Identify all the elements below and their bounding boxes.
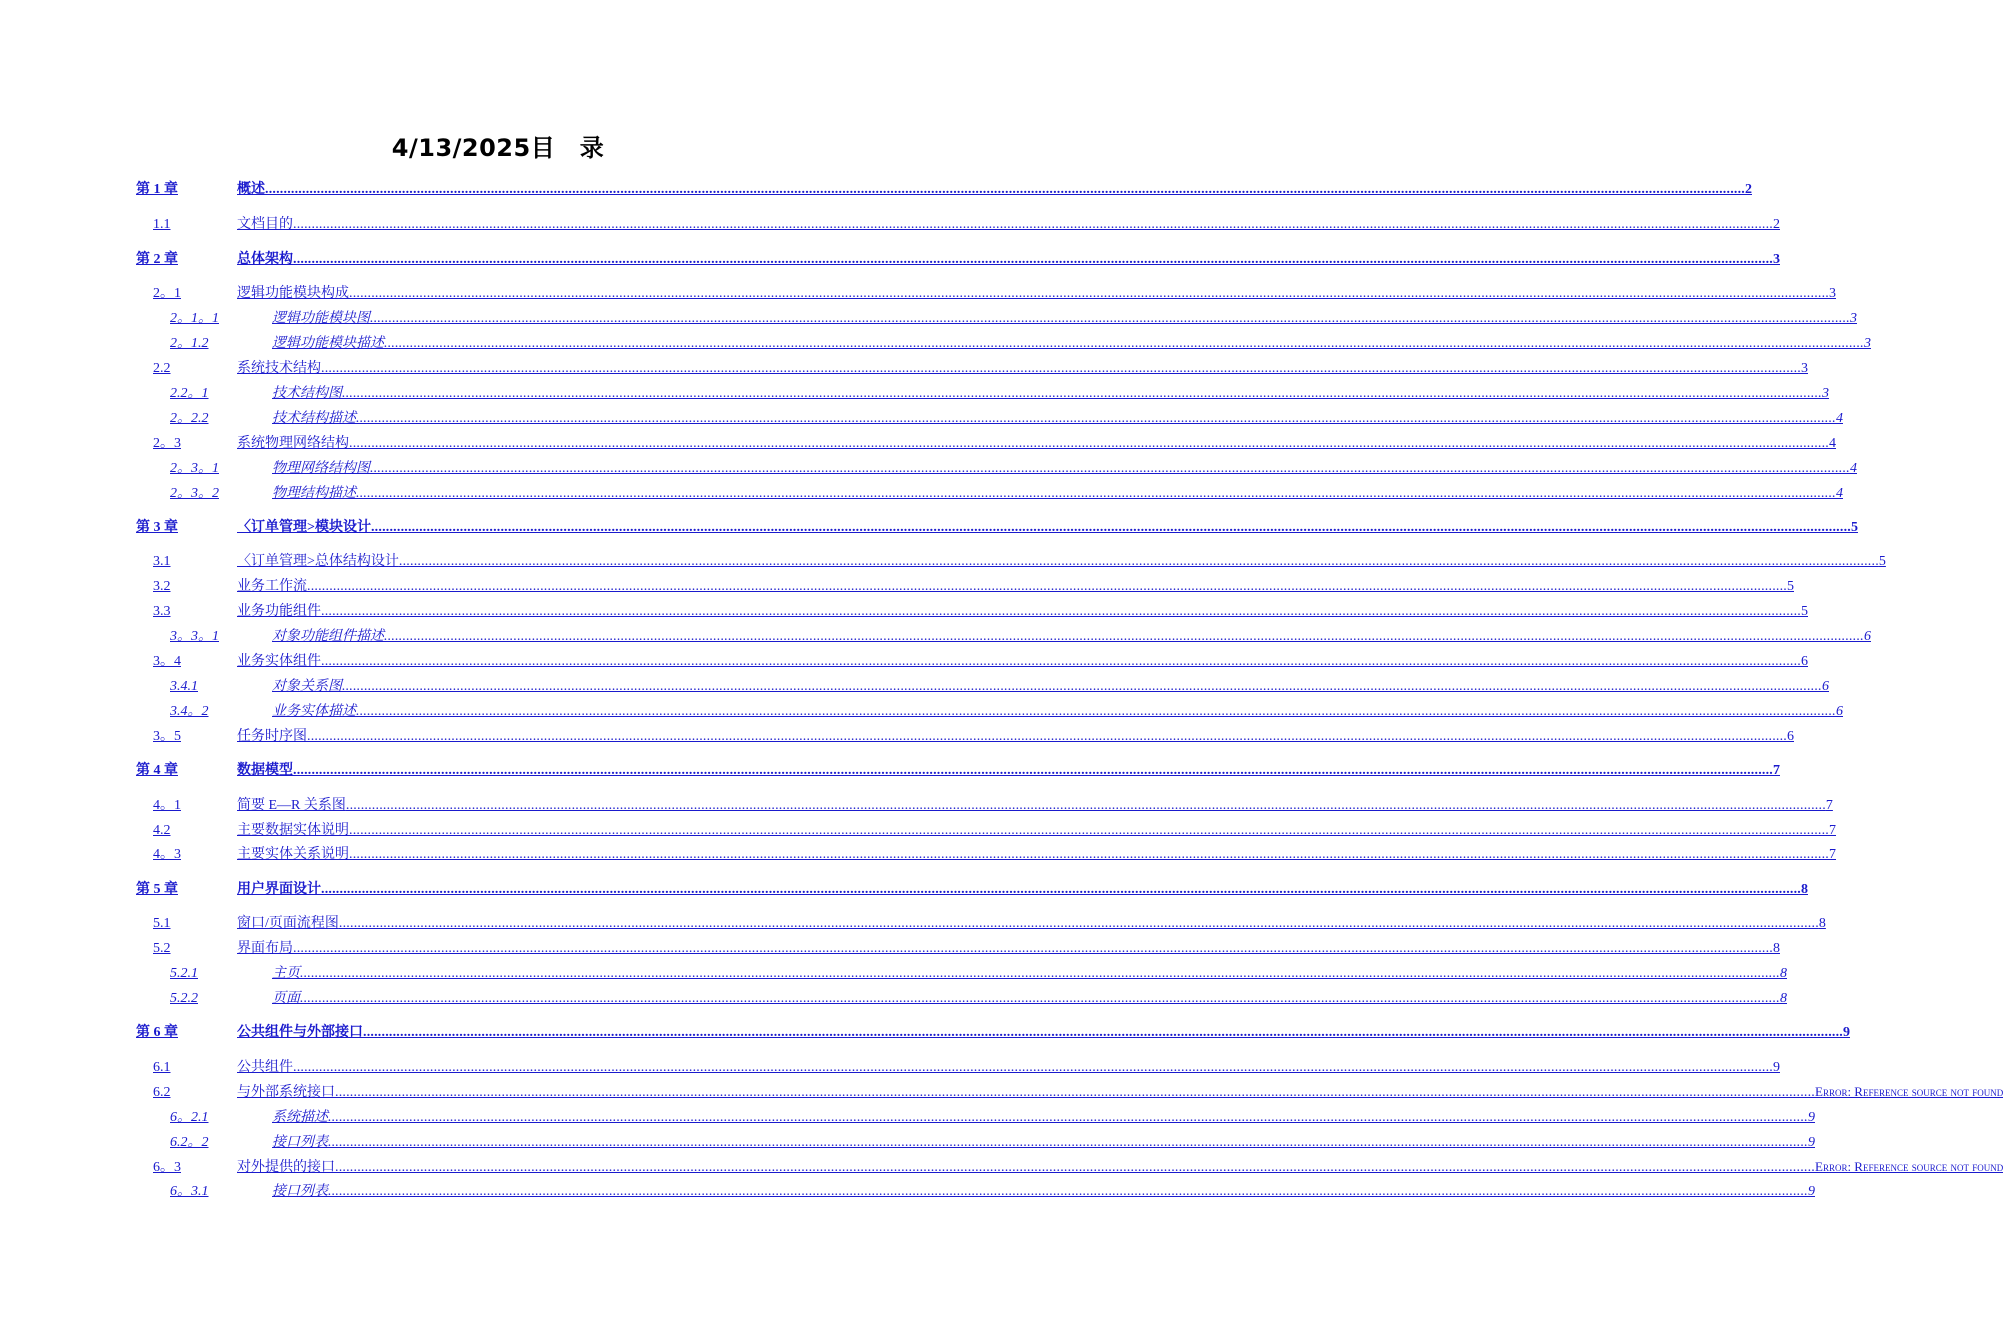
toc-entry-title: 公共组件与外部接口 xyxy=(237,1025,363,1040)
toc-entry[interactable] xyxy=(136,516,1858,536)
toc-entry[interactable] xyxy=(153,575,1794,595)
toc-entry-title: 用户界面设计 xyxy=(237,882,321,897)
toc-entry-title: 与外部系统接口 xyxy=(237,1085,335,1100)
toc-entry-number: 2。2.2 xyxy=(170,411,209,426)
toc-leader-dots: ................................................................................................................................................................................................................................................................................................................................................................................................................ xyxy=(321,604,1801,619)
toc-entry[interactable] xyxy=(153,725,1794,745)
toc-entry[interactable] xyxy=(153,819,1836,839)
toc-entry-number: 1.1 xyxy=(153,217,171,232)
toc-leader-dots: ................................................................................................................................................................................................................................................................................................................................................................................................................ xyxy=(335,1160,1815,1175)
toc-entry-page-number: 3 xyxy=(1850,311,1857,326)
toc-leader-dots: ................................................................................................................................................................................................................................................................................................................................................................................................................ xyxy=(356,486,1836,501)
toc-entry-number: 3.1 xyxy=(153,554,171,569)
toc-entry-page-number: 4 xyxy=(1829,436,1836,451)
toc-entry-title: 系统技术结构 xyxy=(237,361,321,376)
toc-entry[interactable] xyxy=(153,794,1833,814)
toc-entry-number: 6。3 xyxy=(153,1160,181,1175)
toc-leader-dots: ................................................................................................................................................................................................................................................................................................................................................................................................................ xyxy=(293,1060,1773,1075)
toc-entry-number: 3.4.1 xyxy=(170,679,198,694)
toc-leader-dots: ................................................................................................................................................................................................................................................................................................................................................................................................................ xyxy=(293,763,1773,778)
toc-entry-number: 4.2 xyxy=(153,823,171,838)
toc-leader-dots: ................................................................................................................................................................................................................................................................................................................................................................................................................ xyxy=(363,1025,1843,1040)
toc-entry[interactable] xyxy=(170,382,1829,402)
toc-entry[interactable] xyxy=(153,843,1836,863)
toc-entry-page-number: 5 xyxy=(1878,554,1886,569)
toc-entry-title: 业务功能组件 xyxy=(237,604,321,619)
toc-entry-title: 对象功能组件描述 xyxy=(272,629,384,644)
toc-entry-page-number: 7 xyxy=(1825,798,1833,813)
toc-leader-dots: ................................................................................................................................................................................................................................................................................................................................................................................................................ xyxy=(342,386,1822,401)
toc-entry-title: 任务时序图 xyxy=(237,729,307,744)
toc-leader-dots: ................................................................................................................................................................................................................................................................................................................................................................................................................ xyxy=(356,411,1836,426)
toc-leader-dots: ................................................................................................................................................................................................................................................................................................................................................................................................................ xyxy=(293,217,1773,232)
toc-entry-title: 对外提供的接口 xyxy=(237,1160,335,1175)
toc-entry-page-number: 7 xyxy=(1829,847,1836,862)
toc-leader-dots: ................................................................................................................................................................................................................................................................................................................................................................................................................ xyxy=(300,966,1780,981)
toc-entry-title: 窗口/页面流程图 xyxy=(237,916,339,931)
toc-entry-number: 6.2。2 xyxy=(170,1135,209,1150)
toc-entry-page-number: 3 xyxy=(1773,252,1780,267)
toc-entry[interactable] xyxy=(153,282,1836,302)
toc-entry-title: 主要实体关系说明 xyxy=(237,847,349,862)
toc-entry[interactable] xyxy=(136,248,1780,268)
toc-entry-title: 系统描述 xyxy=(272,1110,328,1125)
toc-leader-dots: ................................................................................................................................................................................................................................................................................................................................................................................................................ xyxy=(300,991,1780,1006)
toc-entry-number: 2。3 xyxy=(153,436,181,451)
toc-entry-page-number: 3 xyxy=(1829,286,1836,301)
toc-entry[interactable] xyxy=(136,178,1752,198)
toc-entry[interactable] xyxy=(170,675,1829,695)
toc-entry[interactable] xyxy=(170,962,1787,982)
toc-entry-number: 3.4。2 xyxy=(170,704,209,719)
toc-entry-page-number: 8 xyxy=(1818,916,1826,931)
toc-entry-number: 第 2 章 xyxy=(136,252,178,267)
toc-entry[interactable] xyxy=(170,987,1787,1007)
toc-leader-dots: ................................................................................................................................................................................................................................................................................................................................................................................................................ xyxy=(370,520,1851,535)
toc-leader-dots: ................................................................................................................................................................................................................................................................................................................................................................................................................ xyxy=(384,629,1864,644)
toc-entry-title: 逻辑功能模块图 xyxy=(272,311,370,326)
toc-entry[interactable] xyxy=(170,482,1843,502)
toc-leader-dots: ................................................................................................................................................................................................................................................................................................................................................................................................................ xyxy=(307,579,1787,594)
toc-entry-number: 第 3 章 xyxy=(136,520,178,535)
toc-entry-number: 6.2 xyxy=(153,1085,171,1100)
toc-entry-title: 〈订单管理>模块设计 xyxy=(237,520,371,535)
toc-leader-dots: ................................................................................................................................................................................................................................................................................................................................................................................................................ xyxy=(349,823,1829,838)
toc-entry-page-number: 6 xyxy=(1787,729,1794,744)
toc-entry-page-number: 4 xyxy=(1836,486,1843,501)
toc-entry[interactable] xyxy=(153,912,1826,932)
toc-entry-number: 第 1 章 xyxy=(136,182,178,197)
toc-leader-dots: ................................................................................................................................................................................................................................................................................................................................................................................................................ xyxy=(293,252,1773,267)
toc-entry-title: 总体架构 xyxy=(237,252,293,267)
toc-entry-title: 概述 xyxy=(237,182,265,197)
toc-leader-dots: ................................................................................................................................................................................................................................................................................................................................................................................................................ xyxy=(307,729,1787,744)
toc-entry-page-number: 9 xyxy=(1773,1060,1780,1075)
toc-leader-dots: ................................................................................................................................................................................................................................................................................................................................................................................................................ xyxy=(328,1184,1808,1199)
toc-entry-title: 主要数据实体说明 xyxy=(237,823,349,838)
toc-entry-page-number: Error: Reference source not found xyxy=(1815,1159,2003,1174)
toc-entry-page-number: 6 xyxy=(1822,679,1829,694)
toc-leader-dots: ................................................................................................................................................................................................................................................................................................................................................................................................................ xyxy=(349,847,1829,862)
toc-entry[interactable] xyxy=(170,1131,1815,1151)
toc-entry-title: 页面 xyxy=(272,991,300,1006)
toc-entry[interactable] xyxy=(170,1180,1815,1200)
toc-leader-dots: ................................................................................................................................................................................................................................................................................................................................................................................................................ xyxy=(293,941,1773,956)
toc-entry-title: 〈订单管理>总体结构设计 xyxy=(237,554,399,569)
toc-entry[interactable] xyxy=(136,878,1808,898)
toc-entry-page-number: 7 xyxy=(1829,823,1836,838)
toc-entry[interactable] xyxy=(136,1021,1850,1041)
toc-leader-dots: ................................................................................................................................................................................................................................................................................................................................................................................................................ xyxy=(370,461,1850,476)
toc-entry-page-number: 9 xyxy=(1808,1135,1815,1150)
toc-entry-number: 5.2.1 xyxy=(170,966,198,981)
toc-leader-dots: ................................................................................................................................................................................................................................................................................................................................................................................................................ xyxy=(349,436,1829,451)
toc-entry-number: 2。1 xyxy=(153,286,181,301)
toc-entry-title: 逻辑功能模块描述 xyxy=(272,336,384,351)
toc-entry[interactable] xyxy=(153,213,1780,233)
toc-entry-number: 2。3。1 xyxy=(170,461,219,476)
toc-entry-title: 接口列表 xyxy=(272,1135,328,1150)
toc-leader-dots: ................................................................................................................................................................................................................................................................................................................................................................................................................ xyxy=(356,704,1836,719)
toc-entry-page-number: 7 xyxy=(1773,763,1780,778)
toc-leader-dots: ................................................................................................................................................................................................................................................................................................................................................................................................................ xyxy=(321,654,1801,669)
toc-entry-page-number: 9 xyxy=(1843,1025,1850,1040)
toc-leader-dots: ................................................................................................................................................................................................................................................................................................................................................................................................................ xyxy=(398,554,1879,569)
toc-entry-number: 2.2 xyxy=(153,361,171,376)
toc-entry[interactable] xyxy=(170,407,1843,427)
toc-entry-page-number: 8 xyxy=(1801,882,1808,897)
toc-entry[interactable] xyxy=(170,625,1871,645)
toc-leader-dots: ................................................................................................................................................................................................................................................................................................................................................................................................................ xyxy=(384,336,1864,351)
toc-entry[interactable] xyxy=(153,432,1836,452)
toc-entry-number: 2。3。2 xyxy=(170,486,219,501)
toc-entry-title: 系统物理网络结构 xyxy=(237,436,349,451)
toc-entry-title: 物理网络结构图 xyxy=(272,461,370,476)
toc-entry-number: 第 4 章 xyxy=(136,763,178,778)
toc-entry-number: 6。2.1 xyxy=(170,1110,209,1125)
toc-entry[interactable] xyxy=(170,700,1843,720)
toc-entry-page-number: 3 xyxy=(1864,336,1871,351)
toc-entry-number: 5.2 xyxy=(153,941,171,956)
toc-leader-dots: ................................................................................................................................................................................................................................................................................................................................................................................................................ xyxy=(370,311,1850,326)
toc-leader-dots: ................................................................................................................................................................................................................................................................................................................................................................................................................ xyxy=(345,798,1826,813)
toc-entry-number: 第 5 章 xyxy=(136,882,178,897)
toc-entry-title: 技术结构图 xyxy=(272,386,342,401)
toc-entry[interactable] xyxy=(136,759,1780,779)
toc-entry-title: 公共组件 xyxy=(237,1060,293,1075)
toc-entry[interactable] xyxy=(153,1056,1780,1076)
toc-entry-page-number: Error: Reference source not found xyxy=(1815,1084,2003,1099)
toc-entry[interactable] xyxy=(153,1081,2003,1101)
toc-entry-number: 3。4 xyxy=(153,654,181,669)
toc-entry-number: 2。1。1 xyxy=(170,311,219,326)
toc-entry-page-number: 6 xyxy=(1864,629,1871,644)
toc-entry-number: 5.2.2 xyxy=(170,991,198,1006)
toc-entry-page-number: 8 xyxy=(1773,941,1780,956)
toc-entry-number: 第 6 章 xyxy=(136,1025,178,1040)
toc-entry-title: 逻辑功能模块构成 xyxy=(237,286,349,301)
toc-entry[interactable] xyxy=(170,332,1871,352)
toc-entry[interactable] xyxy=(153,1156,2003,1176)
toc-entry[interactable] xyxy=(170,307,1857,327)
toc-entry-page-number: 5 xyxy=(1801,604,1808,619)
toc-leader-dots: ................................................................................................................................................................................................................................................................................................................................................................................................................ xyxy=(328,1135,1808,1150)
toc-entry-page-number: 3 xyxy=(1801,361,1808,376)
toc-entry-number: 4。3 xyxy=(153,847,181,862)
toc-entry-title: 对象关系图 xyxy=(272,679,342,694)
toc-entry-number: 6。3.1 xyxy=(170,1184,209,1199)
toc-entry-page-number: 9 xyxy=(1808,1110,1815,1125)
toc-entry-page-number: 5 xyxy=(1850,520,1858,535)
toc-leader-dots: ................................................................................................................................................................................................................................................................................................................................................................................................................ xyxy=(338,916,1819,931)
toc-entry-page-number: 2 xyxy=(1773,217,1780,232)
toc-entry-page-number: 6 xyxy=(1836,704,1843,719)
toc-entry-title: 业务实体描述 xyxy=(272,704,356,719)
toc-entry-number: 2。1.2 xyxy=(170,336,209,351)
toc-entry-title: 物理结构描述 xyxy=(272,486,356,501)
toc-entry[interactable] xyxy=(153,357,1808,377)
toc-leader-dots: ................................................................................................................................................................................................................................................................................................................................................................................................................ xyxy=(349,286,1829,301)
toc-entry-page-number: 4 xyxy=(1850,461,1857,476)
toc-entry-number: 2.2。1 xyxy=(170,386,209,401)
toc-entry[interactable] xyxy=(153,600,1808,620)
toc-entry[interactable] xyxy=(170,1106,1815,1126)
toc-entry-title: 业务实体组件 xyxy=(237,654,321,669)
toc-entry-page-number: 8 xyxy=(1780,966,1787,981)
toc-entry-page-number: 9 xyxy=(1808,1184,1815,1199)
toc-entry-title: 界面布局 xyxy=(237,941,293,956)
toc-leader-dots: ................................................................................................................................................................................................................................................................................................................................................................................................................ xyxy=(265,182,1745,197)
toc-entry-page-number: 2 xyxy=(1745,182,1752,197)
toc-entry-number: 5.1 xyxy=(153,916,171,931)
toc-entry-page-number: 6 xyxy=(1801,654,1808,669)
page-title: 4/13/2025目 录 xyxy=(391,134,605,162)
toc-entry-page-number: 5 xyxy=(1787,579,1794,594)
toc-entry-number: 4。1 xyxy=(153,798,181,813)
toc-entry[interactable] xyxy=(153,937,1780,957)
toc-entry-title: 技术结构描述 xyxy=(272,411,356,426)
toc-entry-page-number: 3 xyxy=(1822,386,1829,401)
toc-entry-number: 3.2 xyxy=(153,579,171,594)
toc-entry-title: 文档目的 xyxy=(237,217,293,232)
toc-entry-number: 3。5 xyxy=(153,729,181,744)
toc-entry-title: 业务工作流 xyxy=(237,579,307,594)
toc-entry-title: 主页 xyxy=(272,966,300,981)
toc-entry[interactable] xyxy=(153,550,1886,570)
toc-entry-number: 6.1 xyxy=(153,1060,171,1075)
toc-leader-dots: ................................................................................................................................................................................................................................................................................................................................................................................................................ xyxy=(328,1110,1808,1125)
toc-entry-number: 3。3。1 xyxy=(170,629,219,644)
toc-entry-page-number: 4 xyxy=(1836,411,1843,426)
toc-entry-title: 数据模型 xyxy=(237,763,293,778)
toc-leader-dots: ................................................................................................................................................................................................................................................................................................................................................................................................................ xyxy=(335,1085,1815,1100)
toc-leader-dots: ................................................................................................................................................................................................................................................................................................................................................................................................................ xyxy=(321,361,1801,376)
toc-entry-title: 接口列表 xyxy=(272,1184,328,1199)
toc-entry-page-number: 8 xyxy=(1780,991,1787,1006)
toc-entry[interactable] xyxy=(153,650,1808,670)
toc-entry-number: 3.3 xyxy=(153,604,171,619)
toc-leader-dots: ................................................................................................................................................................................................................................................................................................................................................................................................................ xyxy=(342,679,1822,694)
toc-entry[interactable] xyxy=(170,457,1857,477)
toc-leader-dots: ................................................................................................................................................................................................................................................................................................................................................................................................................ xyxy=(321,882,1801,897)
toc-entry-title: 简要 E—R 关系图 xyxy=(237,798,346,813)
